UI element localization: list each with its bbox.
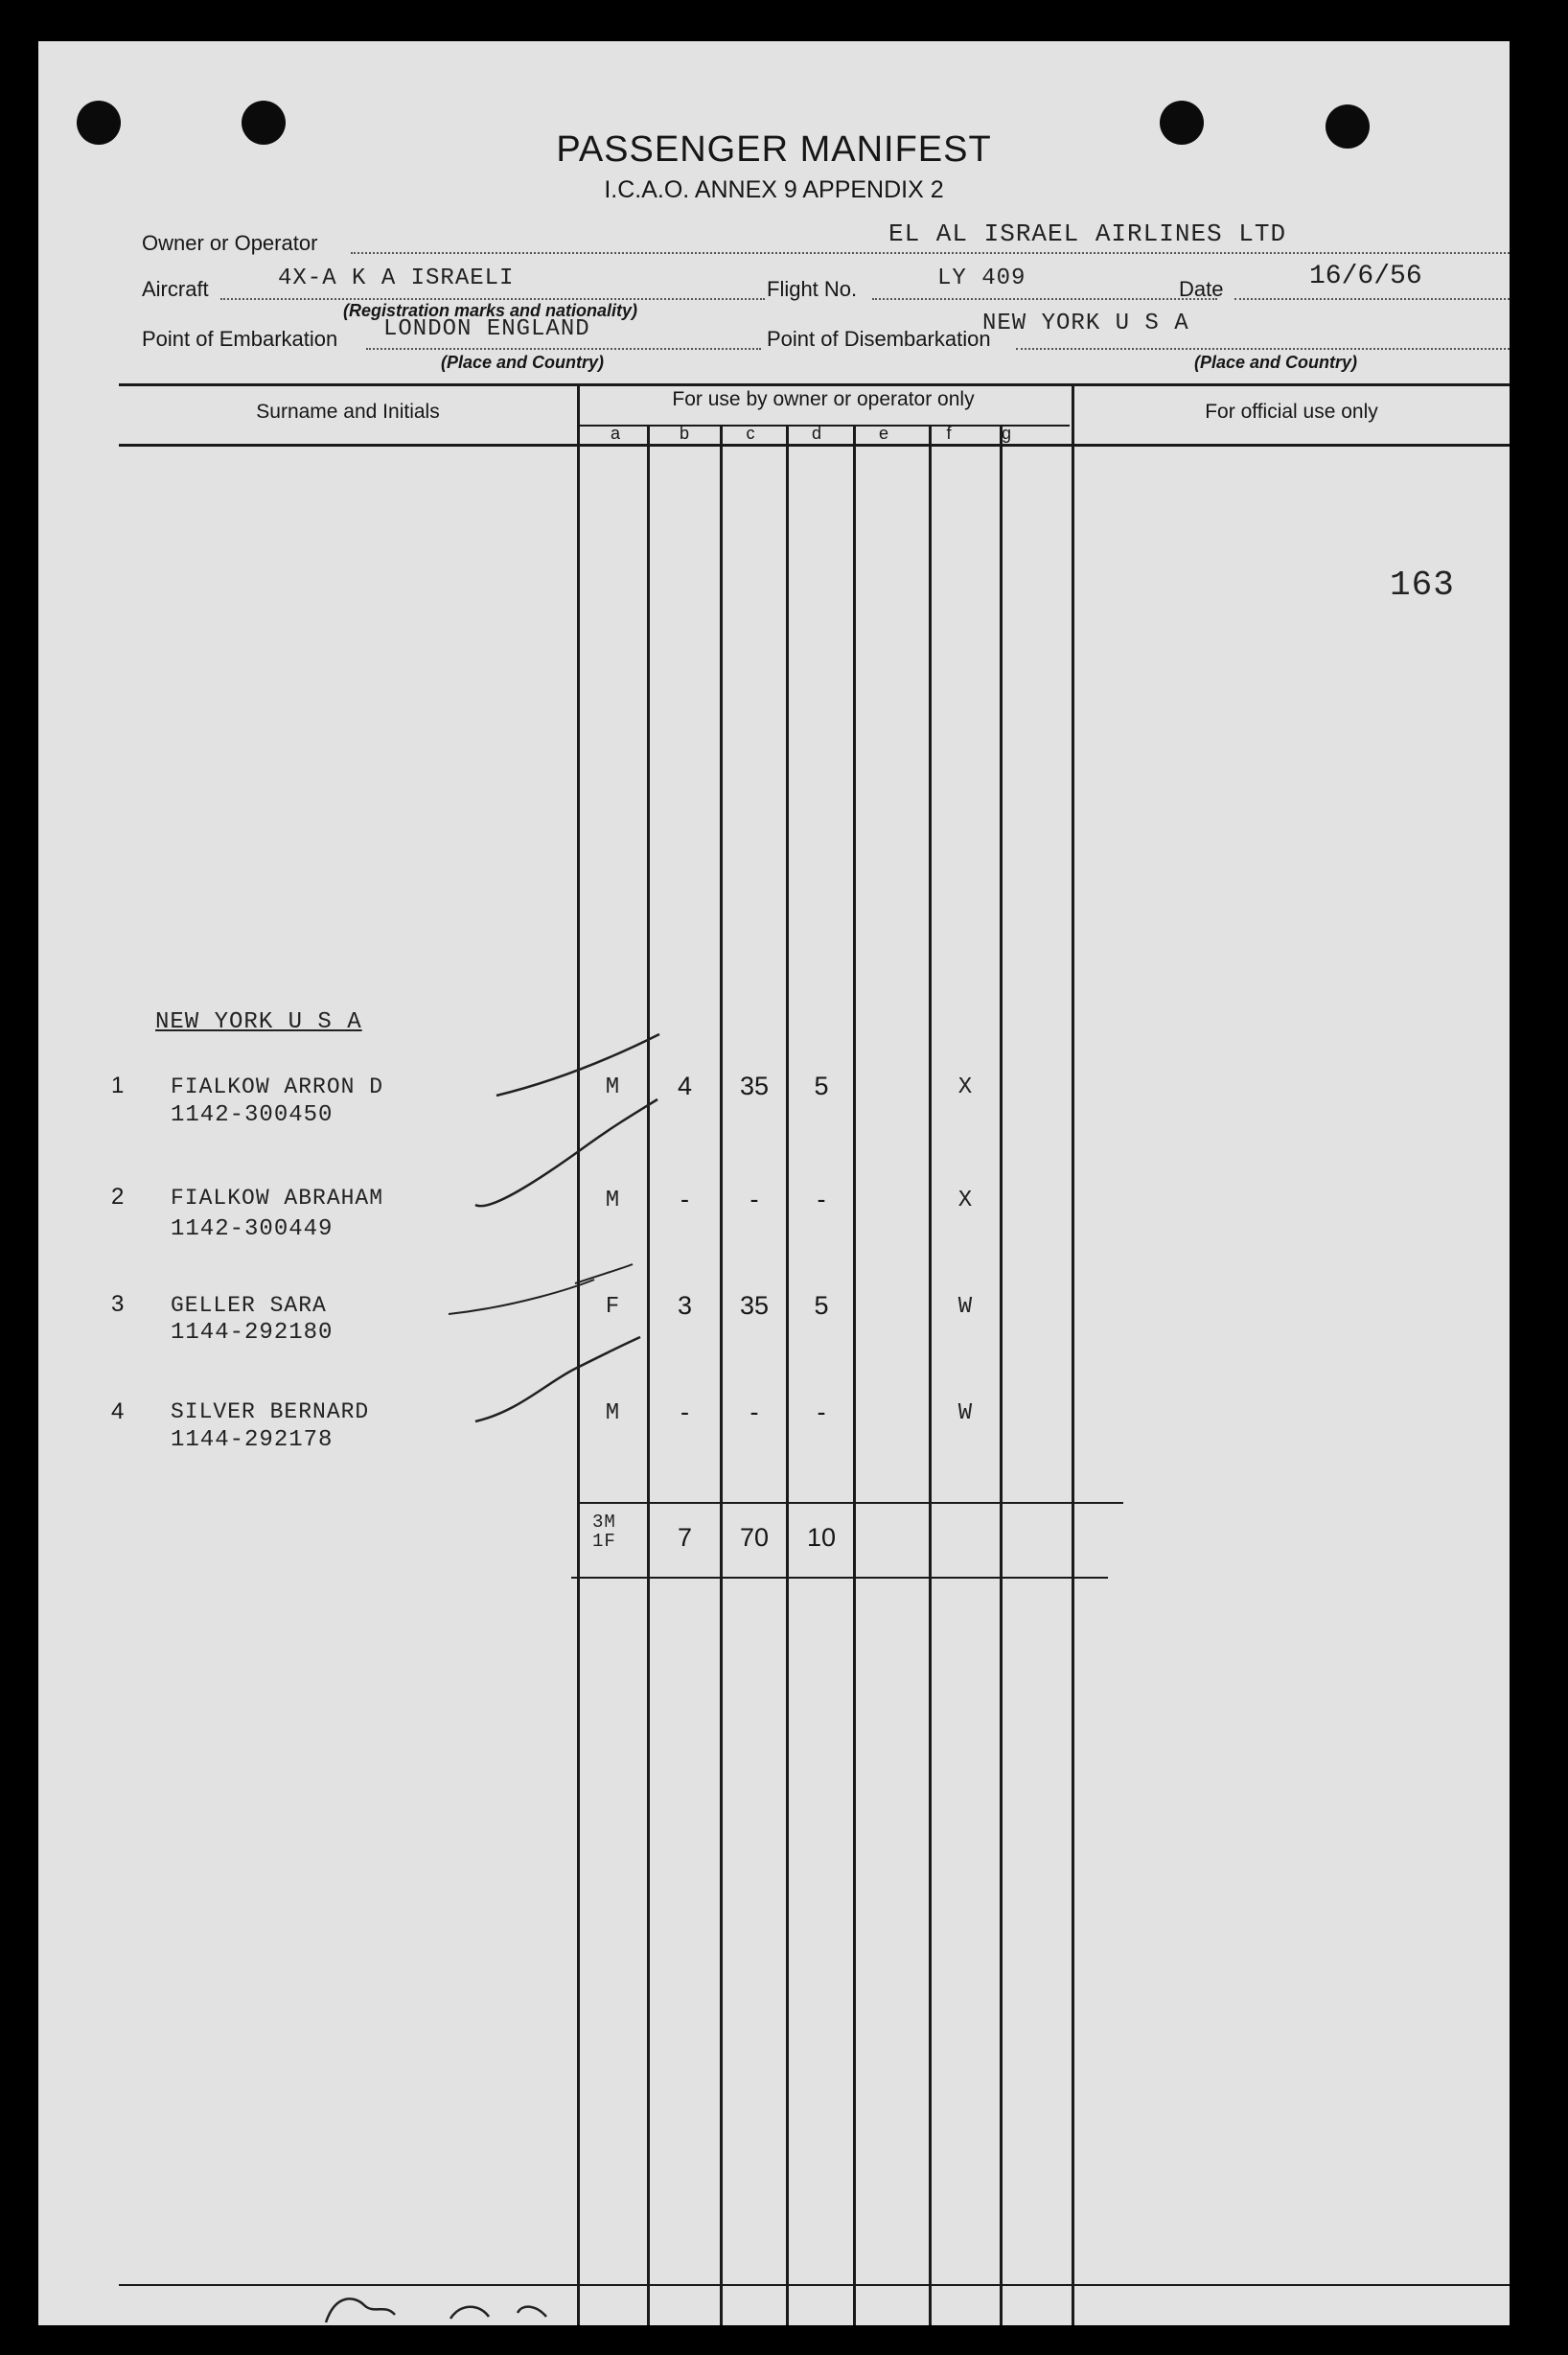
p4-col-a: M <box>605 1400 621 1426</box>
passenger-3-name: GELLER SARA <box>171 1293 327 1318</box>
total-col-d: 10 <box>806 1523 837 1552</box>
signature <box>38 41 1510 2325</box>
p3-col-d: 5 <box>814 1291 829 1320</box>
p1-col-c: 35 <box>739 1072 770 1100</box>
p4-col-c: - <box>749 1397 759 1426</box>
total-col-c: 70 <box>739 1523 770 1552</box>
p1-col-d: 5 <box>814 1072 829 1100</box>
p1-col-a: M <box>605 1074 621 1100</box>
form-subtitle: I.C.A.O. ANNEX 9 APPENDIX 2 <box>604 176 944 203</box>
passenger-4-ticket: 1144-292178 <box>171 1427 334 1453</box>
col-owner-header: For use by owner or operator only <box>672 388 975 410</box>
embarkation-value: LONDON ENGLAND <box>383 316 590 342</box>
p1-col-f: X <box>957 1074 974 1100</box>
subcol-e: e <box>878 424 888 443</box>
owner-label: Owner or Operator <box>142 231 318 255</box>
subcol-c: c <box>746 424 755 443</box>
subcol-b: b <box>679 424 689 443</box>
subcol-f: f <box>946 424 952 443</box>
passenger-4-number: 4 <box>111 1398 125 1424</box>
p2-col-b: - <box>680 1185 689 1213</box>
manifest-sheet <box>38 41 1510 2325</box>
passenger-4-name: SILVER BERNARD <box>171 1399 370 1424</box>
flight-label: Flight No. <box>767 277 858 301</box>
page-number: 163 <box>1390 566 1455 605</box>
subcol-d: d <box>811 424 821 443</box>
col-surname-header: Surname and Initials <box>256 401 440 423</box>
passenger-3-number: 3 <box>111 1291 125 1317</box>
p3-col-f: W <box>957 1294 974 1320</box>
embarkation-note: (Place and Country) <box>441 353 605 372</box>
aircraft-value: 4X-A K A ISRAELI <box>278 266 515 291</box>
total-col-b: 7 <box>677 1523 693 1552</box>
owner-value: EL AL ISRAEL AIRLINES LTD <box>888 219 1287 248</box>
disembarkation-note: (Place and Country) <box>1194 353 1358 372</box>
total-males: 3M <box>592 1512 616 1533</box>
passenger-1-name: FIALKOW ARRON D <box>171 1074 384 1099</box>
total-females: 1F <box>592 1531 616 1552</box>
date-value: 16/6/56 <box>1309 262 1422 291</box>
embarkation-label: Point of Embarkation <box>142 327 338 351</box>
disembarkation-label: Point of Disembarkation <box>767 327 991 351</box>
p3-col-c: 35 <box>739 1291 770 1320</box>
passenger-2-name: FIALKOW ABRAHAM <box>171 1186 384 1211</box>
passenger-2-number: 2 <box>111 1184 125 1210</box>
disembarkation-value: NEW YORK U S A <box>982 311 1189 336</box>
p4-col-d: - <box>817 1397 826 1426</box>
passenger-3-ticket: 1144-292180 <box>171 1320 334 1346</box>
registration-note: (Registration marks and nationality) <box>343 301 638 320</box>
form-title: PASSENGER MANIFEST <box>556 129 992 170</box>
p2-col-c: - <box>749 1185 759 1213</box>
col-official-header: For official use only <box>1205 401 1378 423</box>
subcol-g: g <box>1001 424 1011 443</box>
flight-value: LY 409 <box>937 266 1026 291</box>
p3-col-b: 3 <box>677 1291 693 1320</box>
p2-col-f: X <box>957 1188 974 1213</box>
p3-col-a: F <box>605 1294 621 1320</box>
p4-col-b: - <box>680 1397 689 1426</box>
p2-col-a: M <box>605 1188 621 1213</box>
p1-col-b: 4 <box>677 1072 693 1100</box>
destination-heading: NEW YORK U S A <box>155 1009 362 1035</box>
aircraft-label: Aircraft <box>142 277 209 301</box>
p2-col-d: - <box>817 1185 826 1213</box>
date-label: Date <box>1179 277 1224 301</box>
passenger-2-ticket: 1142-300449 <box>171 1216 334 1242</box>
p4-col-f: W <box>957 1400 974 1426</box>
subcol-a: a <box>610 424 620 443</box>
passenger-1-number: 1 <box>111 1073 125 1098</box>
passenger-1-ticket: 1142-300450 <box>171 1102 334 1128</box>
